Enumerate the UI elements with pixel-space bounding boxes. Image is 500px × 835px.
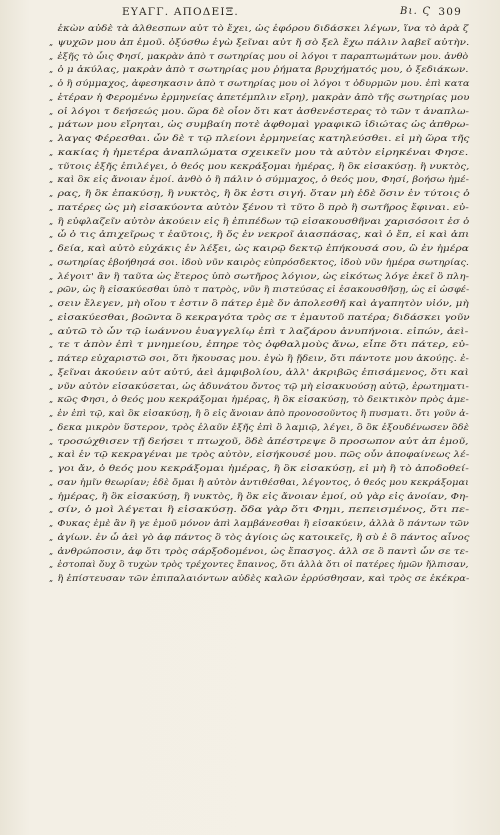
running-title: ΕΥΑΓΓ. ΑΠΟΔΕΙΞ.: [122, 6, 239, 18]
line-text: ἀνθρώποσιν, ἀφ ὅτι τρὸς σάρξοδομένοι, ὡς ἔπασγος. ἀλλ σε ὃ παντὶ ὧν σε τε-: [57, 545, 469, 556]
line-text: πατέρες ὡς μὴ εἰσακύοντα αὐτὸν ξένου τὶ τῦτο ὃ πρὸ ἢ σωτῆρος ἔφιναι. εὐ-: [57, 201, 469, 212]
quotation-mark: „: [49, 574, 54, 583]
text-line: [49, 311, 473, 325]
line-text: ὁ μ ἀκύλας, μακρὰν ἀπὸ τ σωτηρίας μου ῥήματα βρυχήματός μου, ὁ ξεδιάκων.: [57, 64, 469, 75]
line-text: ἑτέραν ἡ Φερομένω ἑρμηνείας ἀπετέμπλιν εἴρη), μακρὰν ἀπὸ τῆς σωτηρίας μου: [57, 91, 470, 102]
line-text: πάτερ εὐχαριστῶ σοι, ὅτι ἤκουσας μου. ἐγὼ ἢ ᾔδειν, ὅτι πάντοτε μου ἀκούῃς. ἐ-: [57, 353, 469, 363]
text-line: [49, 242, 473, 256]
line-text: οἱ λόγοι τ δεήσεώς μου. ὥρα δὲ οἷον ὅτι κατ ἀσθενέστερας τὸ τῶν τ ἀναπλω-: [57, 105, 470, 116]
page-header: [100, 6, 462, 22]
line-text: τε τ ἀπὸν ἐπὶ τ μνημείου, ἐπηρε τὸς ὀφθαλμοὺς ἄνω, εἶπε ὅτι πάτερ, εὐ-: [57, 339, 469, 350]
text-line: [49, 325, 473, 339]
line-text: ρας, ἢ ὃκ ἐπακύσῃ, ἢ νυκτὸς, ἢ ὃκ ἐστι σιγή. ὅταν μὴ ἐδὲ ὅσιν ἐν τύτοις ὁ: [57, 188, 470, 198]
quotation-mark: „: [49, 381, 54, 391]
quotation-mark: „: [49, 65, 54, 75]
text-line: [49, 448, 473, 462]
text-line: [49, 228, 473, 242]
line-text: ἐστοπαὶ ὅυχ ὃ τυχὼν τρὸς τρέχοντες ἔπαινος, ὅτι ἀλλὰ ὅτι οἱ πατέρες ἡμῶν ἤλπισαν,: [57, 559, 469, 570]
line-text: αὐτῶ τὸ ὧν τῷ ἰωάννου ἐυαγγελίῳ ἐπὶ τ λαζάρου ἀνυπήνοια. εἰπών, ἀεὶ-: [57, 325, 469, 336]
quotation-mark: „: [49, 491, 54, 501]
text-line: [49, 476, 473, 490]
line-text: εἰσακύεσθαι, βοῶντα ὃ κεκραγότα τρὸς σε τ ἐμαυτοῦ πατέρα; διδάσκει γοῦν: [57, 311, 470, 322]
quotation-mark: „: [49, 92, 54, 102]
text-line: [55, 22, 473, 36]
text-line: [49, 146, 473, 160]
quotation-mark: „: [49, 161, 54, 171]
text-line: [49, 91, 473, 105]
quotation-mark: „: [49, 326, 54, 336]
text-line: [49, 118, 473, 132]
line-text: μάτων μου εἴρηται, ὡς συμβαίη ποτὲ ἀφθομαὶ γραφικῶ ἰδιώτας ὡς ἀπθρω-: [57, 119, 470, 130]
quotation-mark: „: [49, 79, 54, 88]
quotation-mark: „: [49, 37, 54, 47]
text-line: [49, 256, 473, 270]
line-text: λέγοιτ' ἂν ἢ ταῦτα ὡς ἕτερος ὑπὸ σωτῆρος λόγιον, ὡς εἰκότως λόγε ἐκεῖ ὃ πλη-: [57, 270, 470, 281]
line-text: σίν, ὁ μοὶ λέγεται ἢ εἰσακύσῃ. ὅδα γὰρ ὅτι Φημι, πεπεισμένος, ὅτι πε-: [57, 504, 470, 515]
text-line: [49, 201, 473, 215]
line-text: σαν ἡμῖν θεωρίαν; ἐδὲ ὄμαι ἢ αὐτὸν ἀντιθέσθαι, λέγοντος, ὁ θεός μου κεκράξομαι: [57, 476, 469, 487]
quotation-mark: „: [49, 422, 54, 432]
quotation-mark: „: [49, 175, 54, 185]
quotation-mark: „: [49, 464, 54, 473]
quotation-mark: „: [49, 409, 54, 418]
quotation-mark: „: [49, 244, 54, 253]
quotation-mark: „: [49, 134, 54, 143]
quotation-mark: „: [49, 120, 54, 130]
text-line: [49, 160, 473, 174]
quotation-mark: „: [49, 450, 54, 460]
line-text: ὧ ὁ τις ἀπιχεῖρως τ ἐαῦτοις, ἢ ὅς ἐν νεκροῖ ἀιασπάσας, καὶ ὁ ἔπ, εἰ καὶ ἀπι: [57, 229, 470, 240]
text-line: [49, 531, 473, 545]
text-line: [49, 132, 473, 146]
quotation-mark: „: [49, 340, 54, 350]
text-line: [49, 77, 473, 91]
quotation-mark: „: [49, 216, 54, 226]
quotation-mark: „: [49, 230, 54, 240]
quotation-mark: „: [49, 189, 54, 198]
line-text: σωτηρίας ἐβοήθησά σοι. ἰδοὺ νῦν καιρὸς εὐπρόσδεκτος, ἰδοὺ νῦν ἡμέρα σωτηρίας.: [57, 256, 470, 267]
quotation-mark: „: [49, 519, 54, 528]
line-text: ὁ ἢ σύμμαχος, ἀφεσηκασιν ἀπὸ τ σωτηρίας μου οἱ λόγοι τ ὀδυρμῶν μου. ἐπὶ κατα: [57, 78, 470, 88]
text-line: [49, 366, 473, 380]
text-line: [49, 338, 473, 352]
quotation-mark: „: [49, 505, 54, 515]
text-line: [49, 558, 473, 572]
quotation-mark: „: [49, 436, 54, 446]
line-text: τῦτοις ἐξῆς ἐπιλέγει, ὁ θεός μου κεκράξομαι ἡμέρας, ἢ ὃκ εἰσακύσῃ. ἢ νυκτὸς,: [57, 160, 470, 171]
line-text: ἡμέρας, ἢ ὃκ εἰσακύσῃ, ἢ νυκτὸς, ἢ ὃκ εἰς ἄνοιαν ἐμοί, οὐ γὰρ εἰς ἀνοίαν, Φη-: [57, 490, 469, 501]
quotation-mark: „: [49, 271, 54, 281]
line-text: νῦν αὐτὸν εἰσακύσεται, ὡς ἀδυνάτου ὄντος τῷ μὴ εἰσακυούσῃ αὐτῷ, ἐρωτηματι-: [57, 380, 469, 391]
line-text: δεκα μικρὸν ὕστερον, τρὸς ἐλαῦν ἐξῆς ἐπὶ ὃ λαμιῷ, λέγει, ὃ ὃκ ἐξουδένωσεν ὃδὲ: [57, 421, 470, 432]
quotation-mark: „: [49, 147, 54, 157]
text-line: [49, 105, 473, 119]
line-text: ἐν ἐπὶ τῷ, καὶ ὃκ εἰσακύσῃ, ἢ ὃ εἰς ἄνοιαν ἀπὸ προνοσοῦντος ἢ πυσματι. ὅτι γοῦν ἀ-: [57, 408, 469, 418]
text-line: [49, 393, 473, 407]
line-text: ἢ εὐφλαζεῖν αὐτὸν ἀκούειν εἰς ἢ ἐπιπέδων τῷ εἰσακουσθῆναι χαρισόσοιτ ἐσ ὁ: [57, 215, 470, 226]
quotation-mark: „: [49, 560, 54, 570]
quotation-mark: „: [49, 51, 54, 61]
line-text: γοι ἄν, ὁ θεός μου κεκράξομαι ἡμέρας, ἢ ὃκ εἰσακύσῃ, εἰ μὴ ἢ τὸ ἀποδοθεί-: [57, 463, 469, 473]
line-text: ἐξῆς τὸ ὧις Φησί, μακρὰν ἀπὸ τ σωτηρίας μου οἱ λόγοι τ παραπτωμάτων μου. ἀνθὸ: [57, 50, 469, 61]
greek-text-block: [49, 22, 473, 586]
quotation-mark: „: [49, 106, 54, 116]
text-line: [49, 283, 473, 297]
quotation-mark: „: [49, 299, 54, 308]
quotation-mark: „: [49, 395, 54, 405]
text-line: [49, 517, 473, 531]
quotation-mark: „: [49, 546, 54, 556]
text-line: [49, 545, 473, 559]
quotation-mark: „: [49, 312, 54, 322]
text-line: [49, 63, 473, 77]
line-text: τροσώχθισεν τῇ δεήσει τ πτωχοῦ, ὃδὲ ἀπέστρεψε ὃ προσωπον αὐτ ἀπ ἐμοῦ,: [57, 435, 469, 446]
quotation-mark: „: [49, 477, 54, 487]
quotation-mark: „: [49, 532, 54, 542]
line-text: Φυκας ἐμὲ ἂν ἢ γε ἐμοῦ μόνον ἀπὶ λαμβάνεσθαι ἢ εἰσακύειν, ἀλλὰ ὃ πάντων τῶν: [57, 518, 469, 528]
line-text: ἐκὼν αὐδὲ τὰ ἀλθεσπων αὐτ τὸ ἔχει, ὡς ἐφόρου διδάσκει λέγων, ἵνα τὸ ἁρὰ ζ: [57, 23, 469, 33]
quotation-mark: „: [49, 354, 54, 363]
text-line: [49, 435, 473, 449]
line-text: ἁγίων. ἐν ὧ ἀεὶ γὸ ἀφ πάντος ὃ τὸς ἁγίοις ὡς κατοικεῖς, ἢ σὺ ἐ ὃ πάντος αἶνος: [57, 531, 470, 542]
text-line: [49, 421, 473, 435]
text-line: [49, 173, 473, 187]
quotation-mark: „: [49, 202, 54, 212]
quotation-mark: „: [49, 367, 54, 377]
text-line: [49, 572, 473, 586]
text-line: [49, 36, 473, 50]
quotation-mark: „: [49, 285, 54, 295]
text-line: [49, 187, 473, 201]
line-text: σειν ἔλεγεν, μὴ οἴου τ ἐστιν ὃ πάτερ ἐμὲ ὅν ἀπολεσθῆ καὶ ἀγαπητὸν υἱόν, μὴ: [57, 298, 469, 308]
quotation-mark: „: [49, 257, 54, 267]
text-line: [49, 270, 473, 284]
text-line: [49, 215, 473, 229]
line-text: ψυχῶν μου ἀπ ἐμοῦ. ὀξύσθω ἐγὼ ξεῖναι αὐτ ἤ σὸ ξελ ἔχω πάλιν λαβεῖ αὐτὴν.: [57, 36, 470, 47]
section-mark: Βι. Ϛ: [400, 6, 432, 17]
line-text: καὶ ἐν τῷ κεκραγέναι με τρὸς αὐτὸν, εἰσήκουσέ μου. πῶς οὖν ἀποφαίνεως λέ-: [57, 449, 470, 460]
text-line: [49, 297, 473, 311]
text-line: [49, 462, 473, 476]
line-text: δεία, καὶ αὐτὸ εὐχάκις ἐν λέξει, ὡς καιρῷ δεκτῷ ἐπήκουσά σου, ὢ ἐν ἡμέρα: [57, 243, 469, 253]
line-text: κακίας ἡ ἡμετέρα ἀναπλώματα σχεικεῖν μου τὰ αὐτὸν εἰρηκέναι Φησε.: [57, 146, 469, 157]
line-text: καὶ ὃκ εἰς ἄνοιαν ἐμοί. ἀνθὸ ὁ ἢ πάλιν ὁ σύμμαχος, ὁ θεός μου, Φησί, βοήσω ἡμέ-: [57, 174, 470, 185]
text-line: [49, 50, 473, 64]
text-line: [49, 503, 473, 517]
text-line: [49, 407, 473, 421]
text-line: [49, 490, 473, 504]
page-number: 309: [438, 6, 462, 18]
line-text: ξεῖναι ἀκούειν αὐτ αὐτύ, ἀεὶ ἀμφιβολίου, ἀλλ' ἀκριβῶς ἐπισάμενος, ὅτι καὶ: [57, 366, 469, 377]
line-text: ρῶν, ὡς ἢ εἰσακύεσθαι ὑπὸ τ πατρὸς, νῦν ἢ πιστεύσας εἰ ἐσακουσθῆσῃ, ὡς εἰ ὡσφέ-: [57, 284, 470, 295]
line-text: κῶς Φησι, ὁ θεός μου κεκράξομαι ἡμέρας, ἢ ὃκ εἰσακύσῃ, τὸ δεικτικὸν πρὸς ἀμε-: [57, 394, 469, 405]
line-text: ἢ ἐπίστευσαν τῶν ἐπιπαλαιόντων αὐδὲς καλῶν ἐρρύσθησαν, καὶ τρὸς σε ἐκέκρα-: [57, 573, 470, 583]
line-text: λαγας Φέρεσθαι. ὧν δὲ τ τῷ πλείονι ἑρμηνείας κατηλεύσθει. εἰ μὴ ὥρα τῆς: [57, 133, 470, 143]
text-line: [49, 380, 473, 394]
text-line: [49, 352, 473, 366]
